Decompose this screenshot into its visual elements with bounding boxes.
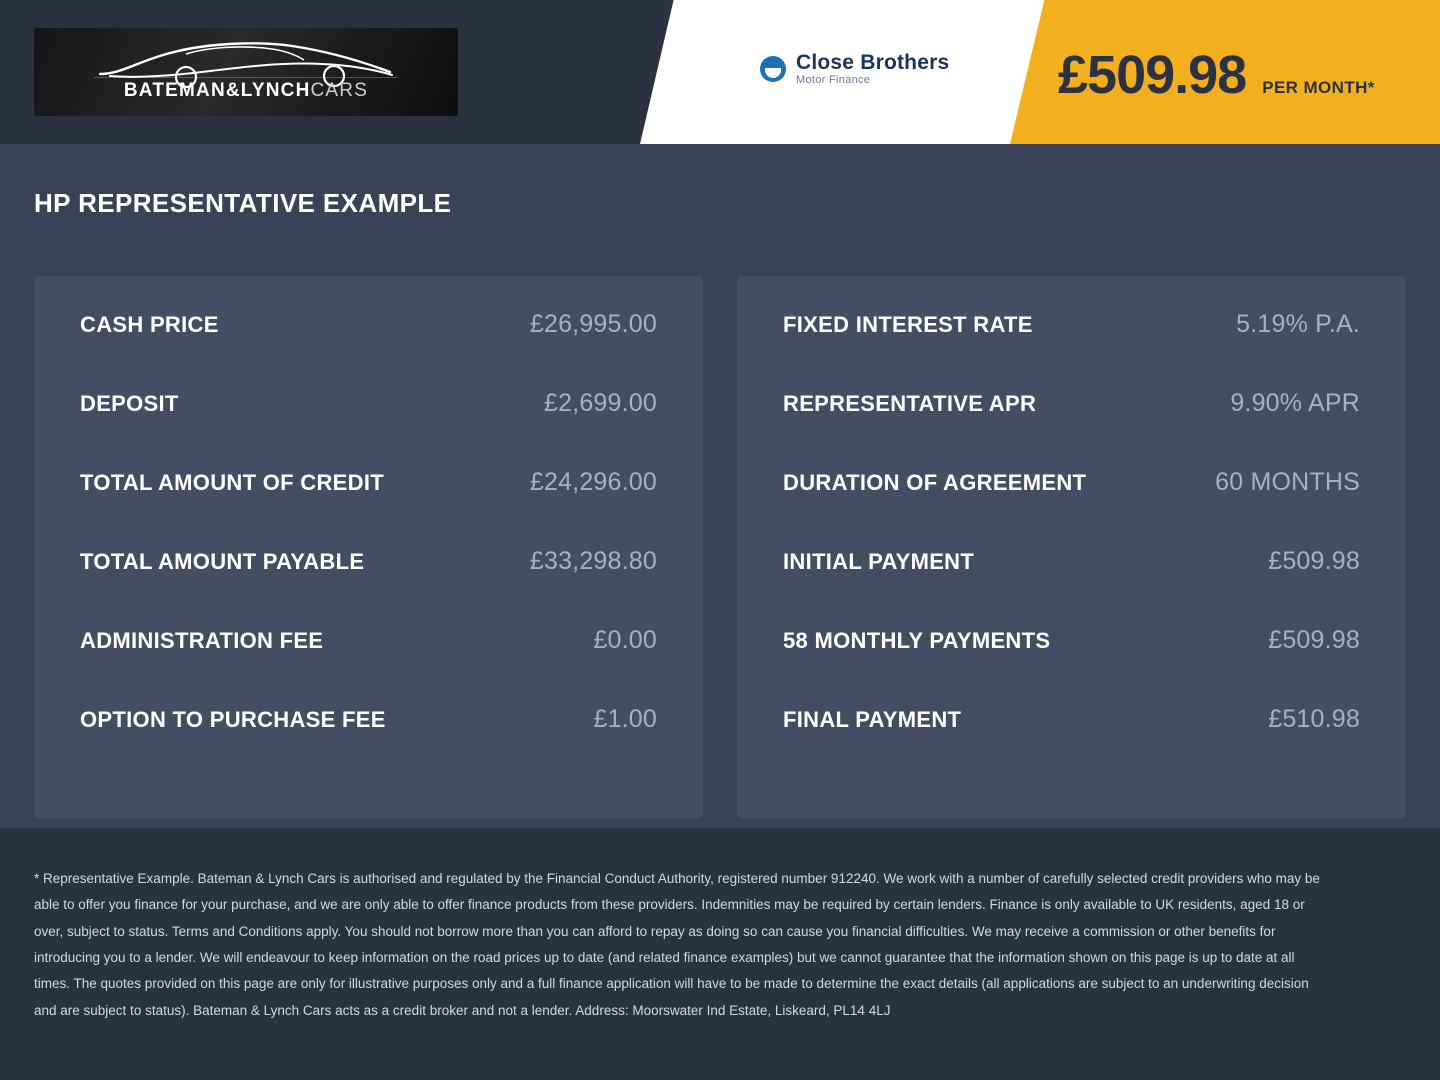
close-brothers-logo	[760, 52, 949, 86]
row-label: DEPOSIT	[80, 391, 179, 416]
row-label: TOTAL AMOUNT OF CREDIT	[80, 470, 384, 495]
footer	[0, 828, 1440, 1080]
dealer-name-bold: BATEMAN&LYNCH	[123, 80, 311, 101]
table-row	[783, 310, 1360, 389]
row-label: ADMINISTRATION FEE	[80, 628, 324, 653]
table-row	[80, 389, 657, 468]
table-row	[783, 468, 1360, 547]
table-row	[783, 626, 1360, 705]
finance-provider-subtitle: Motor Finance	[796, 74, 871, 87]
page-title: HP REPRESENTATIVE EXAMPLE	[34, 188, 452, 218]
monthly-price-block	[1058, 44, 1375, 106]
table-row	[80, 547, 657, 626]
finance-card-right	[737, 276, 1406, 818]
row-label: CASH PRICE	[80, 312, 219, 337]
close-brothers-mark-icon	[760, 56, 786, 82]
monthly-price-period: PER MONTH*	[1262, 78, 1375, 97]
row-label: OPTION TO PURCHASE FEE	[80, 707, 386, 732]
row-label: FINAL PAYMENT	[783, 707, 962, 732]
finance-details	[34, 276, 1406, 818]
table-row	[783, 705, 1360, 784]
row-label: FIXED INTEREST RATE	[783, 312, 1033, 337]
logo-divider	[94, 77, 398, 78]
table-row	[80, 705, 657, 784]
page-header	[0, 0, 1440, 144]
row-value: £509.98	[1268, 547, 1360, 575]
row-value: 5.19% P.A.	[1236, 310, 1360, 338]
row-value: 60 MONTHS	[1215, 468, 1360, 496]
table-row	[783, 389, 1360, 468]
row-value: £510.98	[1268, 705, 1360, 733]
disclaimer-text: * Representative Example. Bateman & Lynch Cars is authorised and regulated by the Financial Conduct Authority, registered number 912240. We work with a number of carefully selected credit providers who may be able to offer you finance for your purchase, and we are only able to offer finance products from these providers. Indemnities may be required by certain lenders. Finance is only available to UK residents, aged 18 or over, subject to status. Terms and Conditions apply. You should not borrow more than you can afford to repay as doing so can cause you financial difficulties. We may receive a commission or other benefits for introducing you to a lender. We will endeavour to keep information on the road prices up to date (and related finance examples) but we cannot guarantee that the information shown on this page is up to date at all times. The quotes provided on this page are only for illustrative purposes only and a full finance application will have to be made to determine the exact details (all applications are subject to an underwriting decision and are subject to status). Bateman & Lynch Cars acts as a credit broker and not a lender. Address: Moorswater Ind Estate, Liskeard, PL14 4LJ	[34, 871, 1320, 1018]
row-label: TOTAL AMOUNT PAYABLE	[80, 549, 365, 574]
monthly-price: £509.98	[1058, 45, 1247, 105]
table-row	[80, 468, 657, 547]
row-value: 9.90% APR	[1230, 389, 1360, 417]
table-row	[80, 626, 657, 705]
row-value: £26,995.00	[529, 310, 657, 338]
row-label: DURATION OF AGREEMENT	[783, 470, 1087, 495]
row-value: £2,699.00	[543, 389, 657, 417]
dealer-logo[interactable]	[34, 28, 458, 116]
row-label: INITIAL PAYMENT	[783, 549, 975, 574]
row-value: £1.00	[593, 705, 657, 733]
finance-provider-name: Close Brothers	[796, 51, 950, 74]
table-row	[783, 547, 1360, 626]
finance-card-left	[34, 276, 703, 818]
table-row	[80, 310, 657, 389]
row-value: £0.00	[593, 626, 657, 654]
row-value: £509.98	[1268, 626, 1360, 654]
dealer-name-light: CARS	[310, 80, 369, 101]
row-value: £24,296.00	[529, 468, 657, 496]
row-value: £33,298.80	[529, 547, 657, 575]
dealer-logo-text	[34, 80, 458, 102]
row-label: 58 MONTHLY PAYMENTS	[783, 628, 1051, 653]
row-label: REPRESENTATIVE APR	[783, 391, 1037, 416]
